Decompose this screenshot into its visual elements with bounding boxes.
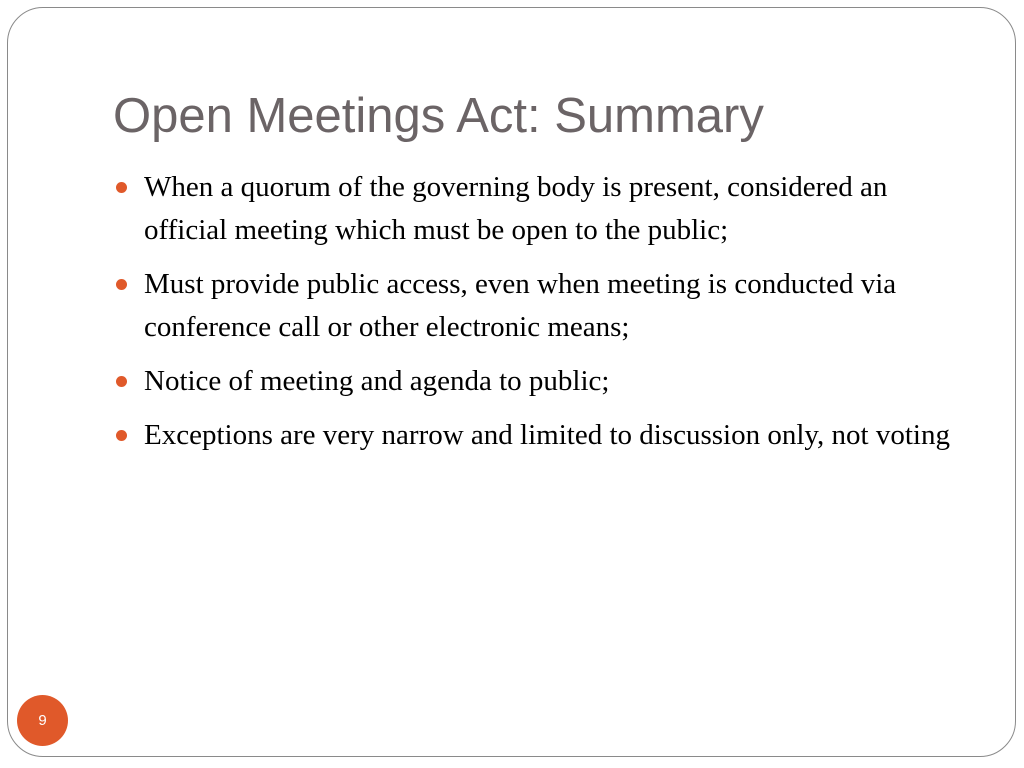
bullet-list [116,166,976,468]
bullet-text: Must provide public access, even when meeting is conducted via conference call or other electronic means; [144,268,897,343]
bullet-item [116,360,976,403]
bullet-dot-icon [116,376,127,387]
bullet-item [116,263,976,349]
bullet-dot-icon [116,430,127,441]
page-number-badge: 9 [17,695,68,746]
bullet-text: When a quorum of the governing body is present, considered an official meeting which must be open to the public; [144,171,888,246]
bullet-item [116,166,976,252]
bullet-text: Notice of meeting and agenda to public; [144,365,610,397]
bullet-dot-icon [116,279,127,290]
bullet-text: Exceptions are very narrow and limited to discussion only, not voting [144,419,950,451]
bullet-dot-icon [116,182,127,193]
slide-title: Open Meetings Act: Summary [113,89,764,143]
bullet-item [116,414,976,457]
